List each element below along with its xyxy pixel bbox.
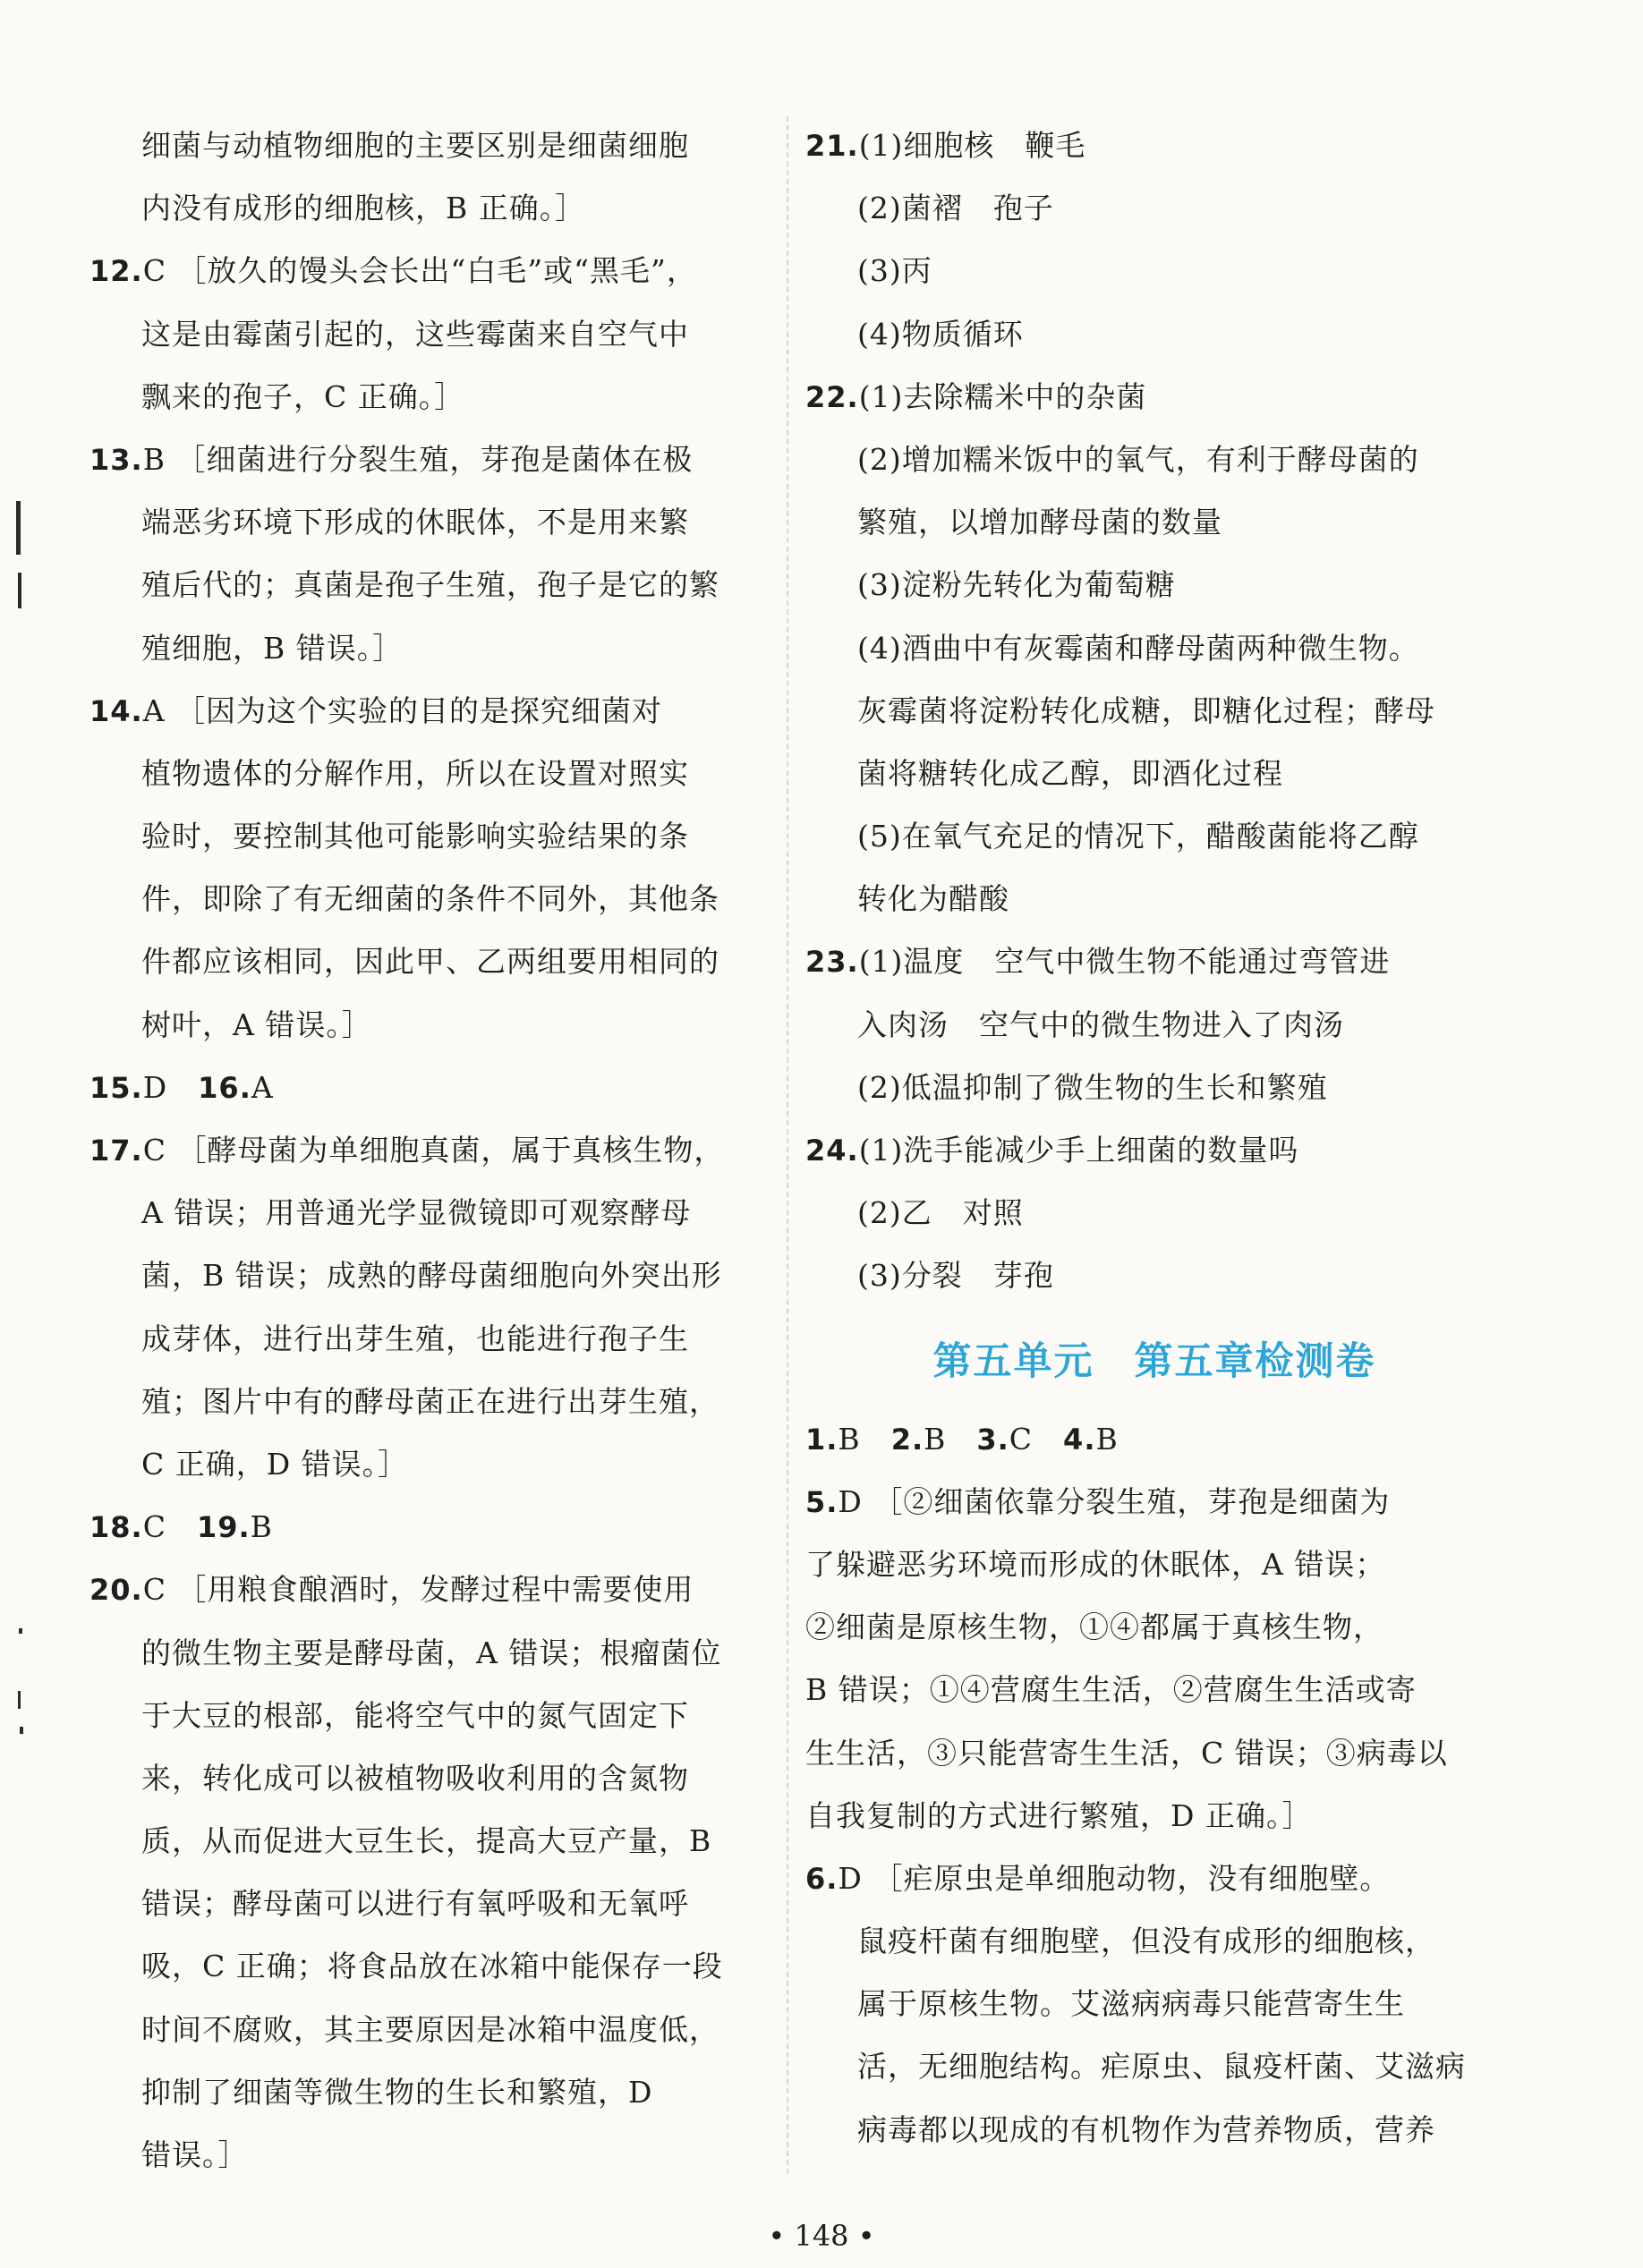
right-column-answers bbox=[805, 115, 1503, 1308]
text-line bbox=[89, 240, 770, 302]
question-number: 16. bbox=[198, 1070, 251, 1105]
answer-text: 质，从而促进大豆生长，提高大豆产量，B bbox=[141, 1823, 712, 1859]
answer-text: 件都应该相同，因此甲、乙两组要用相同的 bbox=[141, 944, 719, 980]
question-number: 12. bbox=[89, 254, 143, 289]
text-line bbox=[89, 994, 770, 1057]
question-number: 18. bbox=[89, 1510, 143, 1545]
answer-text: 菌，B 错误；成熟的酵母菌细胞向外突出形 bbox=[141, 1258, 722, 1294]
text-line bbox=[89, 1119, 770, 1182]
answer-text: C ［用粮食酿酒时，发酵过程中需要使用 bbox=[142, 1572, 694, 1608]
answer-text: 这是由霉菌引起的，这些霉菌来自空气中 bbox=[141, 316, 689, 352]
text-line bbox=[89, 1622, 770, 1685]
text-line bbox=[805, 1973, 1503, 2035]
answer-text: 鼠疫杆菌有细胞壁，但没有成形的细胞核， bbox=[857, 1924, 1435, 1959]
text-line bbox=[805, 2035, 1503, 2098]
answer-text: 菌将糖转化成乙醇，即酒化过程 bbox=[857, 755, 1283, 791]
answer-text: (2)低温抑制了微生物的生长和繁殖 bbox=[857, 1069, 1328, 1105]
answer-text: (1)洗手能减少手上细菌的数量吗 bbox=[858, 1133, 1299, 1168]
answer-text: C ［放久的馒头会长出“白毛”或“黑毛”， bbox=[142, 253, 697, 289]
answer-text: 生生活，③只能营寄生生活，C 错误；③病毒以 bbox=[805, 1735, 1448, 1771]
text-line bbox=[805, 805, 1503, 868]
answer-text: C bbox=[1009, 1421, 1034, 1457]
answer-text: B bbox=[838, 1421, 861, 1457]
text-line bbox=[89, 743, 770, 805]
question-number: 4. bbox=[1063, 1422, 1096, 1457]
text-line bbox=[89, 1999, 770, 2061]
answer-text: B ［细菌进行分裂生殖，芽孢是菌体在极 bbox=[142, 441, 694, 477]
text-line bbox=[89, 303, 770, 366]
answer-text: 灰霉菌将淀粉转化成糖，即糖化过程；酵母 bbox=[857, 692, 1435, 728]
answer-text: (3)淀粉先转化为葡萄糖 bbox=[857, 567, 1176, 603]
scan-mark bbox=[16, 501, 21, 555]
right-column bbox=[805, 115, 1503, 2162]
answer-text: (4)物质循环 bbox=[857, 316, 1024, 352]
question-number: 21. bbox=[805, 129, 859, 163]
text-line bbox=[89, 617, 770, 680]
answer-text: 端恶劣环境下形成的休眠体，不是用来繁 bbox=[141, 505, 689, 540]
text-line bbox=[89, 491, 770, 554]
text-line bbox=[89, 2061, 770, 2124]
question-number: 5. bbox=[805, 1484, 839, 1519]
answer-text: 植物遗体的分解作用，所以在设置对照实 bbox=[141, 755, 689, 791]
text-line bbox=[805, 554, 1503, 616]
text-line bbox=[805, 1057, 1503, 1119]
text-line bbox=[89, 1496, 770, 1559]
answer-text: 殖；图片中有的酵母菌正在进行出芽生殖， bbox=[141, 1383, 719, 1419]
answer-text: 时间不腐败，其主要原因是冰箱中温度低， bbox=[141, 2011, 719, 2047]
answer-text: 错误；酵母菌可以进行有氧呼吸和无氧呼 bbox=[141, 1886, 689, 1922]
question-number: 1. bbox=[805, 1422, 839, 1457]
answer-text: 错误。］ bbox=[141, 2137, 249, 2172]
answer-text: (2)增加糯米饭中的氧气，有利于酵母菌的 bbox=[857, 441, 1419, 477]
answer-text: D ［②细菌依靠分裂生殖，芽孢是细菌为 bbox=[838, 1483, 1391, 1519]
text-line bbox=[805, 303, 1503, 366]
text-line bbox=[805, 994, 1503, 1057]
question-number: 2. bbox=[890, 1422, 924, 1457]
answer-text: 抑制了细菌等微生物的生长和繁殖，D bbox=[141, 2074, 653, 2110]
text-line bbox=[89, 1308, 770, 1371]
answer-text: 了躲避恶劣环境而形成的休眠体，A 错误； bbox=[805, 1546, 1386, 1582]
answer-text: 内没有成形的细胞核，B 正确。］ bbox=[141, 191, 586, 226]
answer-text: 飘来的孢子，C 正确。］ bbox=[141, 378, 465, 414]
answer-text: (4)酒曲中有灰霉菌和酵母菌两种微生物。 bbox=[857, 630, 1419, 666]
text-line bbox=[89, 1810, 770, 1873]
answer-text: 树叶，A 错误。］ bbox=[141, 1007, 372, 1042]
question-number: 20. bbox=[89, 1573, 143, 1608]
answer-text: A 错误；用普通光学显微镜即可观察酵母 bbox=[141, 1195, 692, 1231]
text-line bbox=[89, 930, 770, 993]
question-number: 17. bbox=[89, 1134, 143, 1168]
answer-text: (2)乙 对照 bbox=[857, 1195, 1024, 1231]
text-line bbox=[89, 429, 770, 491]
scan-mark bbox=[18, 573, 21, 608]
answer-text: (1)去除糯米中的杂菌 bbox=[858, 378, 1147, 414]
text-line bbox=[89, 1433, 770, 1496]
answer-text: B bbox=[250, 1509, 273, 1545]
text-line bbox=[89, 1057, 770, 1119]
text-line bbox=[805, 177, 1503, 240]
answer-text: 转化为醋酸 bbox=[857, 881, 1009, 917]
answer-text: C bbox=[142, 1509, 166, 1545]
answer-text: (1)温度 空气中微生物不能通过弯管进 bbox=[858, 944, 1391, 980]
answer-text: (5)在氧气充足的情况下，醋酸菌能将乙醇 bbox=[857, 819, 1419, 854]
answer-text: 病毒都以现成的有机物作为营养物质，营养 bbox=[857, 2111, 1435, 2147]
text-line bbox=[89, 805, 770, 868]
answer-text: 来，转化成可以被植物吸收利用的含氮物 bbox=[141, 1760, 689, 1796]
question-number: 22. bbox=[805, 379, 859, 414]
question-number: 13. bbox=[89, 442, 143, 477]
answer-text: B bbox=[1095, 1421, 1119, 1457]
text-line bbox=[89, 1182, 770, 1244]
text-line bbox=[805, 1182, 1503, 1244]
answer-text: 细菌与动植物细胞的主要区别是细菌细胞 bbox=[141, 128, 689, 163]
text-line bbox=[805, 1244, 1503, 1307]
scan-mark bbox=[18, 1691, 21, 1709]
answer-text: C 正确，D 错误。］ bbox=[141, 1446, 409, 1482]
answer-text: B bbox=[924, 1421, 947, 1457]
answer-text: A bbox=[251, 1069, 274, 1105]
answer-text: D ［疟原虫是单细胞动物，没有细胞壁。 bbox=[838, 1860, 1391, 1896]
text-line bbox=[805, 1408, 1503, 1471]
text-line bbox=[805, 366, 1503, 429]
text-line bbox=[805, 1119, 1503, 1182]
answer-text: C ［酵母菌为单细胞真菌，属于真核生物， bbox=[142, 1133, 725, 1168]
text-line bbox=[89, 1685, 770, 1747]
text-line bbox=[805, 930, 1503, 993]
text-line bbox=[89, 1244, 770, 1307]
text-line bbox=[89, 1747, 770, 1810]
answer-text: 属于原核生物。艾滋病病毒只能营寄生生 bbox=[857, 1986, 1405, 2022]
text-line bbox=[805, 115, 1503, 177]
answer-text: 殖后代的；真菌是孢子生殖，孢子是它的繁 bbox=[141, 567, 719, 603]
text-line bbox=[805, 1722, 1503, 1785]
text-line bbox=[805, 743, 1503, 805]
text-line bbox=[89, 2124, 770, 2187]
text-line bbox=[89, 868, 770, 930]
text-line bbox=[89, 1371, 770, 1433]
text-line bbox=[805, 491, 1503, 554]
question-number: 6. bbox=[805, 1861, 839, 1896]
text-line bbox=[89, 1935, 770, 1998]
page-number: • 148 • bbox=[768, 2219, 875, 2253]
text-line bbox=[89, 177, 770, 240]
section-title: 第五单元 第五章检测卷 bbox=[932, 1338, 1376, 1384]
answer-text: ②细菌是原核生物，①④都属于真核生物， bbox=[805, 1610, 1383, 1645]
answer-text: (3)分裂 芽孢 bbox=[857, 1258, 1054, 1294]
answer-text: 活，无细胞结构。疟原虫、鼠疫杆菌、艾滋病 bbox=[857, 2049, 1466, 2085]
text-line bbox=[805, 1910, 1503, 1973]
scan-mark bbox=[19, 1628, 22, 1634]
answer-text: 自我复制的方式进行繁殖，D 正确。］ bbox=[805, 1797, 1313, 1833]
text-line bbox=[89, 680, 770, 743]
text-line bbox=[89, 554, 770, 616]
text-line bbox=[805, 1785, 1503, 1848]
answer-text: 验时，要控制其他可能影响实验结果的条 bbox=[141, 819, 689, 854]
answer-text: 繁殖，以增加酵母菌的数量 bbox=[857, 505, 1222, 540]
answer-text: 成芽体，进行出芽生殖，也能进行孢子生 bbox=[141, 1321, 689, 1356]
text-line bbox=[89, 366, 770, 429]
answer-text: A ［因为这个实验的目的是探究细菌对 bbox=[142, 692, 663, 728]
text-line bbox=[89, 1559, 770, 1621]
text-line bbox=[805, 240, 1503, 302]
answer-text: B 错误；①④营腐生生活，②营腐生生活或寄 bbox=[805, 1672, 1417, 1708]
text-line bbox=[89, 1873, 770, 1935]
question-number: 24. bbox=[805, 1134, 859, 1168]
left-column bbox=[89, 115, 770, 2187]
text-line bbox=[805, 1848, 1503, 1910]
text-line bbox=[805, 680, 1503, 743]
question-number: 19. bbox=[196, 1510, 251, 1545]
answer-text: 吸，C 正确；将食品放在冰箱中能保存一段 bbox=[141, 1949, 723, 1984]
question-number: 3. bbox=[976, 1422, 1009, 1457]
question-number: 14. bbox=[89, 693, 143, 728]
answer-text: (1)细胞核 鞭毛 bbox=[858, 128, 1086, 163]
text-line bbox=[805, 617, 1503, 680]
column-divider bbox=[787, 116, 788, 2174]
answer-text: 于大豆的根部，能将空气中的氮气固定下 bbox=[141, 1697, 689, 1733]
text-line bbox=[805, 1659, 1503, 1721]
answer-text: 入肉汤 空气中的微生物进入了肉汤 bbox=[857, 1007, 1344, 1042]
answer-text: 的微生物主要是酵母菌，A 错误；根瘤菌位 bbox=[141, 1635, 722, 1670]
right-column-new-section bbox=[805, 1408, 1503, 2162]
question-number: 15. bbox=[89, 1070, 143, 1105]
question-number: 23. bbox=[805, 945, 859, 980]
answer-text: D bbox=[142, 1069, 168, 1105]
text-line bbox=[805, 429, 1503, 491]
text-line bbox=[805, 2099, 1503, 2162]
text-line bbox=[805, 1533, 1503, 1596]
text-line bbox=[89, 115, 770, 177]
answer-text: 件，即除了有无细菌的条件不同外，其他条 bbox=[141, 881, 719, 917]
scan-mark bbox=[20, 1727, 23, 1734]
text-line bbox=[805, 1471, 1503, 1533]
answer-text: (3)丙 bbox=[857, 253, 932, 289]
answer-text: (2)菌褶 孢子 bbox=[857, 191, 1054, 226]
text-line bbox=[805, 868, 1503, 930]
text-line bbox=[805, 1596, 1503, 1659]
answer-text: 殖细胞，B 错误。］ bbox=[141, 630, 404, 666]
